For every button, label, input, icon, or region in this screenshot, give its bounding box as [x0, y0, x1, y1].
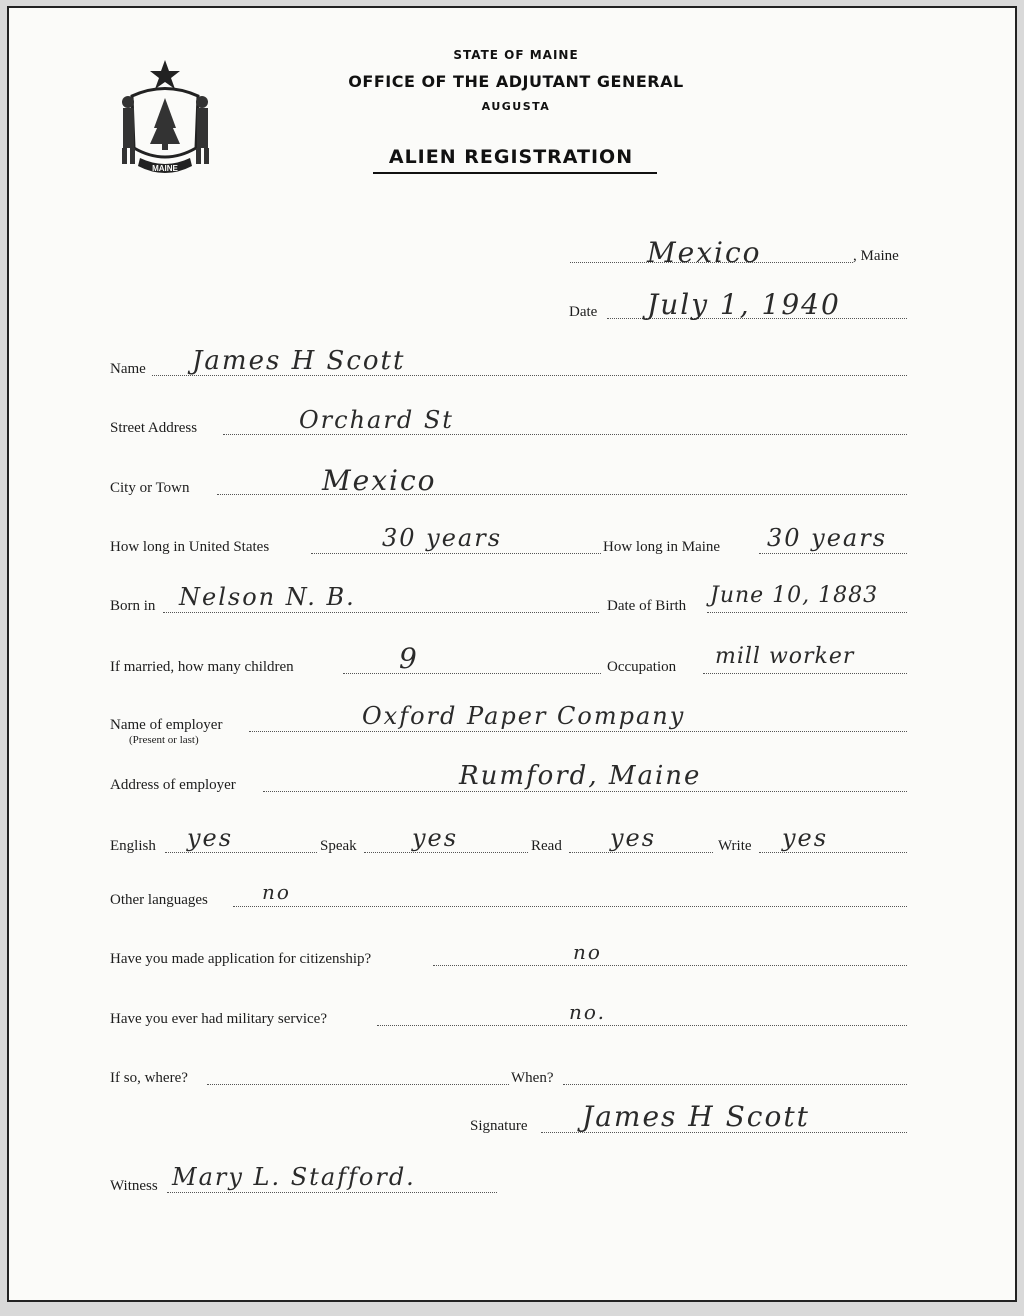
occupation-label: Occupation	[607, 659, 677, 675]
employer-sublabel: (Present or last)	[129, 734, 199, 746]
military-value[interactable]: no.	[569, 1000, 606, 1024]
header-city: AUGUSTA	[481, 100, 551, 113]
name-value[interactable]: James H Scott	[192, 346, 406, 376]
signature-value[interactable]: James H Scott	[582, 1100, 810, 1133]
registration-form-page	[7, 6, 1017, 1302]
header-state: STATE OF MAINE	[453, 48, 579, 62]
write-label: Write	[718, 838, 752, 854]
speak-value[interactable]: yes	[412, 824, 459, 852]
read-label: Read	[531, 838, 562, 854]
where-label: If so, where?	[110, 1070, 188, 1086]
witness-value[interactable]: Mary L. Stafford.	[172, 1163, 416, 1191]
employer-label: Name of employer	[110, 717, 223, 733]
speak-label: Speak	[320, 838, 357, 854]
place-value[interactable]: Mexico	[647, 236, 762, 269]
street-value[interactable]: Orchard St	[299, 406, 454, 434]
street-label: Street Address	[110, 420, 198, 436]
other-languages-label: Other languages	[110, 892, 208, 908]
dob-label: Date of Birth	[607, 598, 687, 614]
read-value[interactable]: yes	[610, 824, 657, 852]
children-value[interactable]: 9	[399, 642, 419, 675]
write-value[interactable]: yes	[782, 824, 829, 852]
city-label: City or Town	[110, 480, 190, 496]
dob-value[interactable]: June 10, 1883	[710, 583, 879, 608]
born-label: Born in	[110, 598, 156, 614]
date-label: Date	[569, 304, 598, 320]
employer-value[interactable]: Oxford Paper Company	[362, 702, 686, 730]
city-value[interactable]: Mexico	[322, 464, 437, 497]
maine-duration-value[interactable]: 30 years	[767, 524, 888, 552]
maine-duration-label: How long in Maine	[603, 539, 721, 555]
employer-address-label: Address of employer	[110, 777, 236, 793]
english-label: English	[110, 838, 156, 854]
english-value[interactable]: yes	[187, 824, 234, 852]
seal-banner-text: MAINE	[152, 164, 178, 173]
witness-label: Witness	[110, 1178, 158, 1194]
other-languages-value[interactable]: no	[262, 880, 291, 904]
citizenship-value[interactable]: no	[573, 940, 602, 964]
form-title: ALIEN REGISTRATION	[388, 146, 634, 168]
us-duration-value[interactable]: 30 years	[382, 524, 503, 552]
us-duration-label: How long in United States	[110, 539, 270, 555]
header-office: OFFICE OF THE ADJUTANT GENERAL	[348, 72, 684, 91]
when-label: When?	[511, 1070, 554, 1086]
place-suffix: , Maine	[853, 248, 899, 264]
employer-address-value[interactable]: Rumford, Maine	[459, 761, 702, 791]
date-value[interactable]: July 1, 1940	[647, 288, 841, 321]
where-line[interactable]	[207, 1084, 509, 1085]
title-underline	[373, 172, 657, 174]
name-label: Name	[110, 361, 146, 377]
occupation-value[interactable]: mill worker	[715, 644, 855, 669]
citizenship-label: Have you made application for citizenship?	[110, 951, 372, 967]
military-label: Have you ever had military service?	[110, 1011, 327, 1027]
signature-label: Signature	[470, 1118, 528, 1134]
born-value[interactable]: Nelson N. B.	[179, 583, 356, 611]
when-line[interactable]	[563, 1084, 907, 1085]
children-label: If married, how many children	[110, 659, 294, 675]
